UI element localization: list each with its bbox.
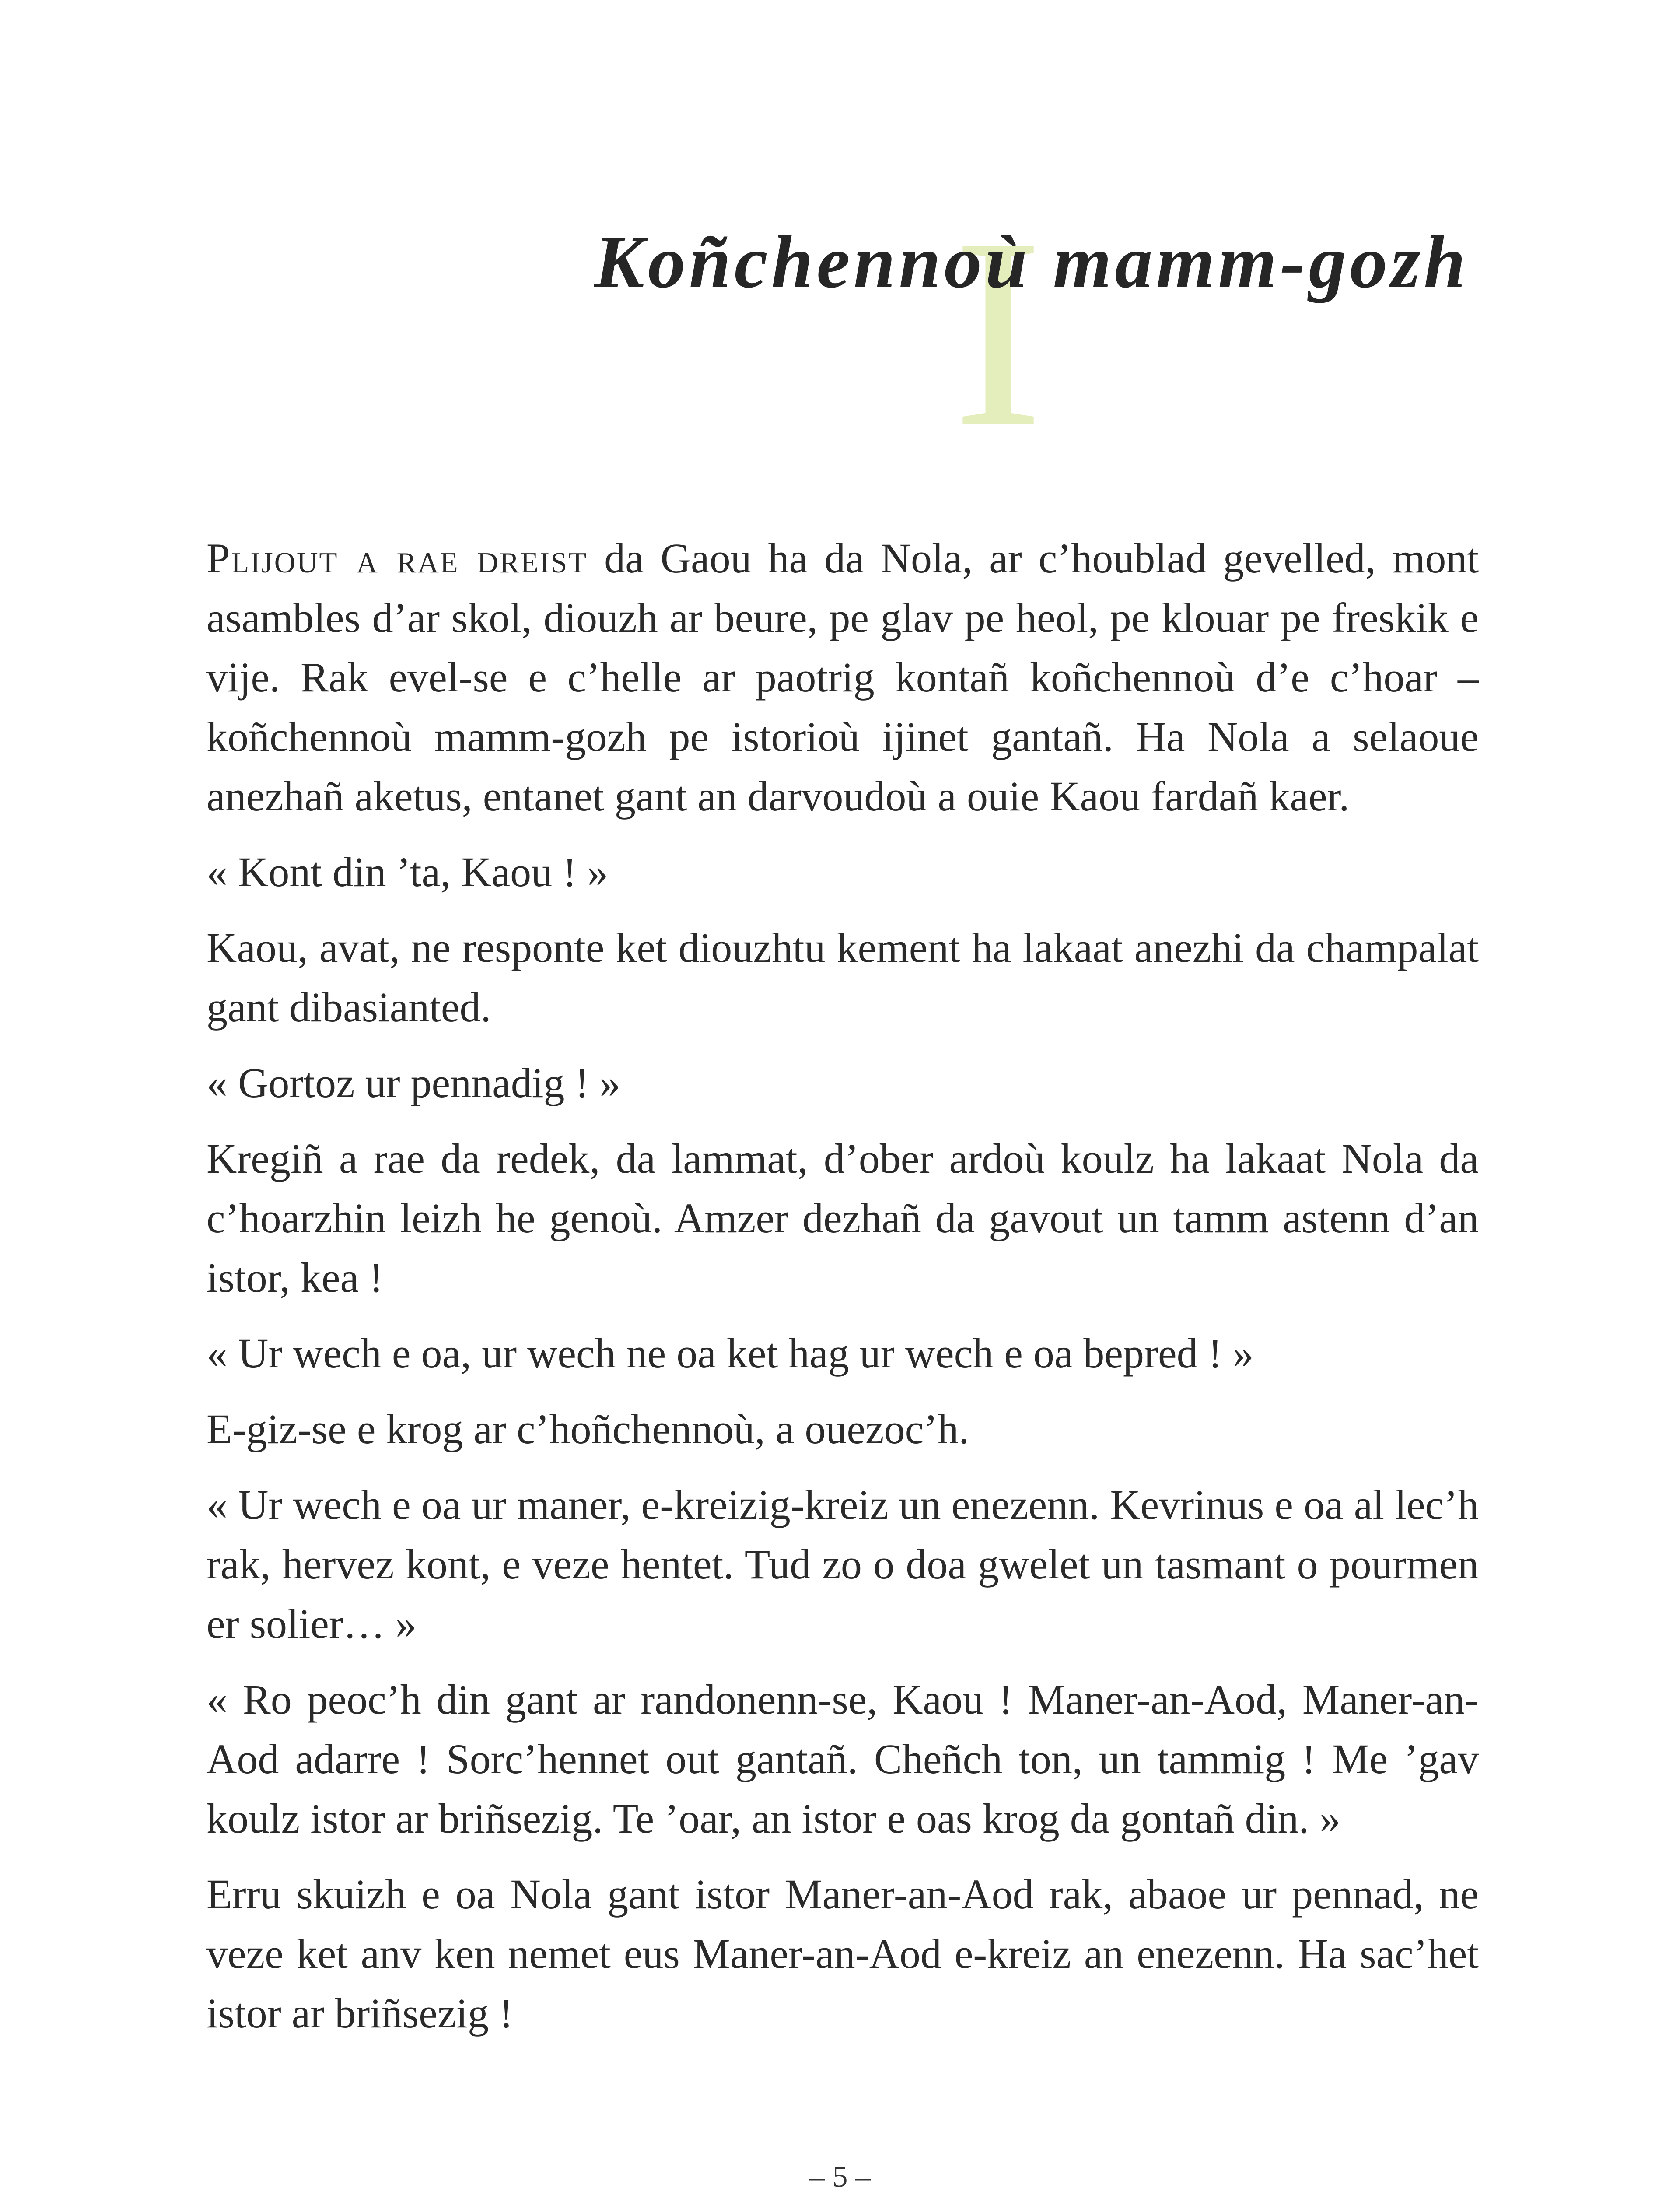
paragraph-1-text: da Gaou ha da Nola, ar c’houblad gevelled, mont asambles d’ar skol, diouzh ar beure, pe glav pe heol, pe klouar pe freskik e vije. Rak evel-se e c’helle ar paotrig kontañ koñchennoù d’e c’hoar – koñchennoù mamm-gozh pe istorioù ijinet gantañ. Ha Nola a selaoue anezhañ aketus, entanet gant an darvoudoù a ouie Kaou fardañ kaer. <box>206 535 1479 820</box>
paragraph-2: « Kont din ’ta, Kaou ! » <box>206 849 609 895</box>
chapter-title: Koñchennoù mamm-gozh <box>594 221 1469 304</box>
paragraph-3: Kaou, avat, ne responte ket diouzhtu kement ha lakaat anezhi da champalat gant dibasianted. <box>206 924 1479 1031</box>
page-number: – 5 – <box>809 2160 871 2188</box>
paragraph-10: Erru skuizh e oa Nola gant istor Maner-an-Aod rak, abaoe ur pennad, ne veze ket anv ken nemet eus Maner-an-Aod e-kreiz an enezenn. Ha sac’het istor ar briñsezig ! <box>206 1871 1479 2037</box>
paragraph-8: « Ur wech e oa ur maner, e-kreizig-kreiz un enezenn. Kevrinus e oa al lec’h rak, hervez kont, e veze hentet. Tud zo o doa gwelet un tasmant o pourmen er solier… » <box>206 1481 1479 1647</box>
opening-smallcaps: Plijout a rae dreist <box>206 535 588 582</box>
paragraph-7: E-giz-se e krog ar c’hoñchennoù, a ouezoc’h. <box>206 1406 970 1452</box>
chapter-numeral: I <box>953 182 1043 483</box>
paragraph-9: « Ro peoc’h din gant ar randonenn-se, Kaou ! Maner-an-Aod, Maner-an-Aod adarre ! Sorc’hennet out gantañ. Cheñch ton, un tammig ! Me ’gav koulz istor ar briñsezig. Te ’oar, an istor e oas krog da gontañ din. » <box>206 1676 1479 1842</box>
paragraph-5: Kregiñ a rae da redek, da lammat, d’ober ardoù koulz ha lakaat Nola da c’hoarzhin leizh he genoù. Amzer dezhañ da gavout un tamm astenn d’an istor, kea ! <box>206 1135 1479 1301</box>
paragraph-6: « Ur wech e oa, ur wech ne oa ket hag ur wech e oa bepred ! » <box>206 1330 1254 1377</box>
chapter-body <box>206 529 1479 2059</box>
paragraph-1 <box>206 529 1479 826</box>
paragraph-4: « Gortoz ur pennadig ! » <box>206 1059 621 1106</box>
